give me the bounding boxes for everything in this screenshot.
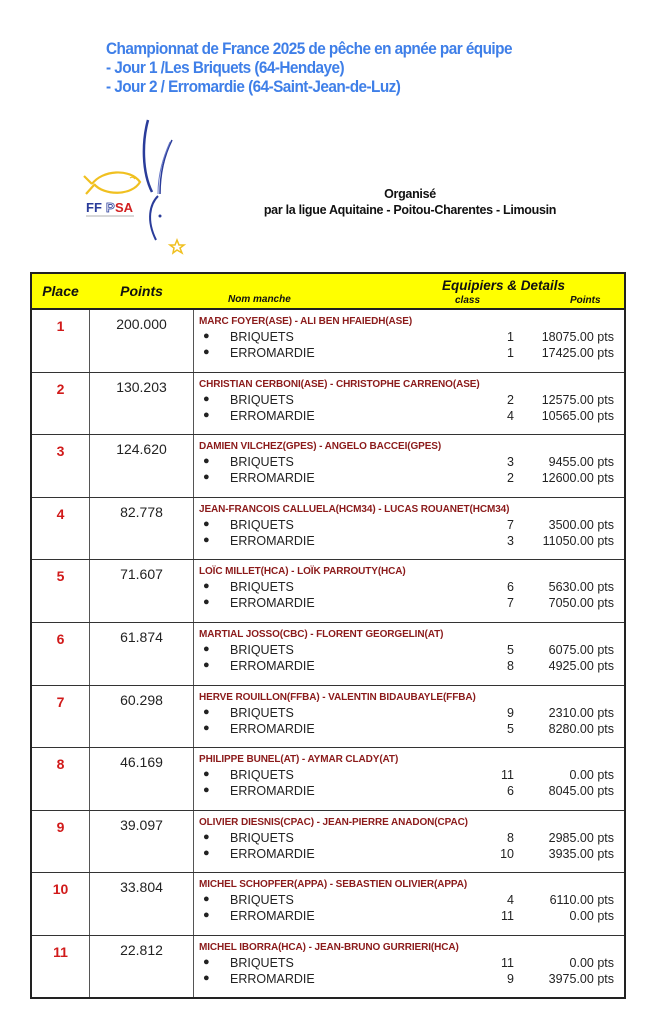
leg-row	[199, 346, 614, 361]
leg-points: 5630.00 pts	[548, 580, 614, 595]
table-row	[32, 435, 624, 498]
leg-row	[199, 393, 614, 408]
leg-row	[199, 455, 614, 470]
header-points: Points	[120, 283, 163, 299]
leg-class: 11	[501, 956, 514, 970]
leg-points: 0.00 pts	[569, 909, 614, 924]
leg-points: 12575.00 pts	[541, 392, 614, 407]
bullet-icon: ●	[203, 471, 210, 484]
leg-points: 0.00 pts	[569, 768, 614, 783]
header-nom-manche: Nom manche	[228, 294, 291, 305]
place-value: 10	[52, 881, 69, 898]
place-value: 2	[56, 380, 65, 397]
svg-text:P: P	[106, 200, 115, 215]
leg-points: 12600.00 pts	[541, 471, 614, 486]
page-title	[106, 40, 590, 97]
header-place: Place	[42, 283, 79, 299]
leg-name: ERROMARDIE	[230, 596, 315, 611]
leg-points: 3975.00 pts	[548, 972, 614, 986]
bullet-icon: ●	[203, 580, 210, 593]
leg-class: 10	[500, 846, 514, 861]
bullet-icon: ●	[203, 596, 210, 609]
leg-row	[199, 596, 614, 611]
header-leg-points: Points	[570, 295, 601, 306]
leg-name: BRIQUETS	[230, 392, 294, 407]
title-line: - Jour 2 / Erromardie (64-Saint-Jean-de-Luz)	[106, 78, 401, 96]
leg-points: 11050.00 pts	[542, 533, 614, 548]
table-row	[32, 560, 624, 623]
leg-row	[199, 972, 614, 987]
bullet-icon: ●	[203, 721, 210, 734]
leg-points: 10565.00 pts	[541, 408, 614, 423]
total-points: 124.620	[116, 441, 167, 458]
total-points: 200.000	[116, 316, 167, 332]
leg-class: 4	[507, 408, 514, 423]
leg-class: 2	[507, 392, 514, 407]
leg-points: 4925.00 pts	[548, 659, 614, 673]
place-value: 11	[53, 944, 68, 960]
leg-row	[199, 534, 614, 549]
leg-name: BRIQUETS	[230, 455, 294, 470]
leg-points: 9455.00 pts	[548, 455, 614, 470]
place-value: 9	[56, 818, 65, 835]
leg-row	[199, 580, 614, 595]
leg-points: 3935.00 pts	[548, 846, 614, 861]
leg-class: 6	[507, 580, 514, 595]
leg-class: 7	[507, 596, 514, 611]
table-row	[32, 498, 624, 561]
leg-class: 8	[507, 659, 514, 673]
leg-row	[199, 659, 614, 674]
leg-name: BRIQUETS	[230, 830, 294, 845]
bullet-icon: ●	[203, 455, 210, 468]
place-value: 8	[56, 756, 65, 773]
bullet-icon: ●	[203, 330, 210, 342]
table-row	[32, 936, 624, 999]
table-row	[32, 310, 624, 373]
leg-row	[199, 409, 614, 424]
leg-row	[199, 909, 614, 924]
total-points: 60.298	[120, 691, 163, 708]
table-row	[32, 748, 624, 811]
leg-name: BRIQUETS	[230, 956, 294, 970]
bullet-icon: ●	[203, 408, 210, 421]
bullet-icon: ●	[203, 705, 210, 718]
leg-class: 7	[507, 517, 514, 532]
place-value: 1	[56, 318, 65, 334]
leg-name: BRIQUETS	[230, 643, 294, 657]
bullet-icon: ●	[203, 909, 210, 922]
team-names: MICHEL IBORRA(HCA) - JEAN-BRUNO GURRIERI(HCA)	[199, 942, 459, 953]
svg-text:FF: FF	[86, 200, 102, 215]
place-value: 6	[56, 631, 65, 647]
organizer-line: Organisé	[384, 187, 436, 201]
bullet-icon: ●	[203, 846, 210, 859]
results-table	[30, 272, 626, 999]
leg-name: ERROMARDIE	[230, 408, 315, 423]
leg-name: BRIQUETS	[230, 768, 294, 783]
place-value: 5	[56, 568, 65, 585]
ffpsa-logo-icon	[80, 112, 200, 262]
leg-points: 8045.00 pts	[548, 784, 614, 799]
leg-points: 8280.00 pts	[548, 721, 614, 736]
leg-class: 5	[507, 721, 514, 736]
total-points: 71.607	[120, 566, 163, 583]
leg-points: 17425.00 pts	[541, 346, 614, 360]
bullet-icon: ●	[203, 972, 210, 984]
team-names: PHILIPPE BUNEL(AT) - AYMAR CLADY(AT)	[199, 754, 399, 766]
leg-points: 2985.00 pts	[548, 830, 614, 845]
bullet-icon: ●	[203, 893, 210, 906]
place-value: 3	[56, 443, 65, 460]
team-names: MARTIAL JOSSO(CBC) - FLORENT GEORGELIN(AT)	[199, 629, 444, 640]
team-names: LOÏC MILLET(HCA) - LOÏK PARROUTY(HCA)	[199, 566, 406, 578]
bullet-icon: ●	[203, 533, 210, 546]
table-row	[32, 686, 624, 749]
leg-name: ERROMARDIE	[230, 721, 315, 736]
leg-class: 9	[507, 972, 514, 986]
header-details: Equipiers & Details	[442, 278, 566, 293]
leg-points: 18075.00 pts	[541, 330, 614, 344]
organizer-line: par la ligue Aquitaine - Poitou-Charentes - Limousin	[263, 203, 557, 217]
team-names: JEAN-FRANCOIS CALLUELA(HCM34) - LUCAS ROUANET(HCM34)	[199, 503, 510, 515]
table-row	[32, 623, 624, 686]
leg-class: 3	[507, 455, 514, 470]
leg-row	[199, 722, 614, 737]
total-points: 46.169	[120, 754, 163, 771]
team-names: HERVE ROUILLON(FFBA) - VALENTIN BIDAUBAYLE(FFBA)	[199, 691, 476, 703]
leg-name: ERROMARDIE	[230, 346, 315, 360]
leg-points: 0.00 pts	[569, 956, 614, 970]
leg-row	[199, 518, 614, 533]
leg-class: 1	[507, 346, 514, 360]
leg-class: 6	[507, 784, 514, 799]
leg-name: ERROMARDIE	[230, 909, 315, 924]
leg-row	[199, 956, 614, 971]
leg-class: 1	[507, 330, 514, 344]
leg-row	[199, 706, 614, 721]
leg-row	[199, 768, 614, 783]
leg-row	[199, 893, 614, 908]
leg-row	[199, 847, 614, 862]
leg-class: 4	[507, 893, 514, 908]
leg-name: ERROMARDIE	[230, 471, 315, 486]
leg-name: BRIQUETS	[230, 893, 294, 908]
total-points: 33.804	[120, 879, 163, 896]
total-points: 82.778	[120, 503, 163, 520]
organizer-text	[220, 186, 600, 218]
bullet-icon: ●	[203, 784, 210, 797]
leg-class: 8	[507, 830, 514, 845]
svg-text:SA: SA	[115, 200, 134, 215]
leg-row	[199, 471, 614, 486]
leg-class: 5	[507, 643, 514, 657]
leg-points: 6110.00 pts	[549, 893, 614, 908]
leg-class: 9	[507, 705, 514, 720]
total-points: 61.874	[120, 629, 163, 645]
leg-name: BRIQUETS	[230, 330, 294, 344]
leg-name: ERROMARDIE	[230, 784, 315, 799]
leg-name: ERROMARDIE	[230, 846, 315, 861]
leg-row	[199, 831, 614, 846]
place-value: 4	[56, 505, 65, 522]
leg-class: 11	[501, 909, 514, 924]
leg-class: 11	[501, 768, 514, 783]
bullet-icon: ●	[203, 392, 210, 405]
table-row	[32, 873, 624, 936]
bullet-icon: ●	[203, 768, 210, 781]
team-names: MARC FOYER(ASE) - ALI BEN HFAIEDH(ASE)	[199, 316, 413, 327]
leg-row	[199, 330, 614, 345]
header-class: class	[455, 295, 481, 306]
leg-name: BRIQUETS	[230, 580, 294, 595]
total-points: 130.203	[116, 378, 167, 395]
leg-name: ERROMARDIE	[230, 659, 315, 673]
bullet-icon: ●	[203, 659, 210, 671]
leg-row	[199, 643, 614, 658]
leg-points: 6075.00 pts	[548, 643, 614, 657]
team-names: CHRISTIAN CERBONI(ASE) - CHRISTOPHE CARRENO(ASE)	[199, 378, 480, 390]
table-row	[32, 811, 624, 874]
leg-name: BRIQUETS	[230, 517, 294, 532]
leg-points: 7050.00 pts	[548, 596, 614, 611]
table-header	[32, 274, 624, 310]
bullet-icon: ●	[203, 517, 210, 530]
total-points: 39.097	[120, 816, 163, 833]
leg-points: 3500.00 pts	[548, 517, 614, 532]
title-line: Championnat de France 2025 de pêche en apnée par équipe	[106, 40, 512, 58]
ffpsa-logo	[80, 112, 200, 262]
leg-class: 2	[507, 471, 514, 486]
team-names: DAMIEN VILCHEZ(GPES) - ANGELO BACCEI(GPES)	[199, 441, 442, 453]
bullet-icon: ●	[203, 643, 210, 655]
leg-points: 2310.00 pts	[548, 705, 614, 720]
leg-class: 3	[507, 533, 514, 548]
leg-name: BRIQUETS	[230, 705, 294, 720]
total-points: 22.812	[120, 942, 163, 958]
team-names: MICHEL SCHOPFER(APPA) - SEBASTIEN OLIVIER(APPA)	[199, 879, 468, 891]
place-value: 7	[56, 693, 65, 710]
bullet-icon: ●	[203, 956, 210, 968]
leg-name: ERROMARDIE	[230, 533, 315, 548]
team-names: OLIVIER DIESNIS(CPAC) - JEAN-PIERRE ANADON(CPAC)	[199, 816, 468, 828]
table-row	[32, 373, 624, 436]
bullet-icon: ●	[203, 346, 210, 358]
bullet-icon: ●	[203, 830, 210, 843]
leg-name: ERROMARDIE	[230, 972, 315, 986]
leg-row	[199, 784, 614, 799]
title-line: - Jour 1 /Les Briquets (64-Hendaye)	[106, 59, 345, 77]
